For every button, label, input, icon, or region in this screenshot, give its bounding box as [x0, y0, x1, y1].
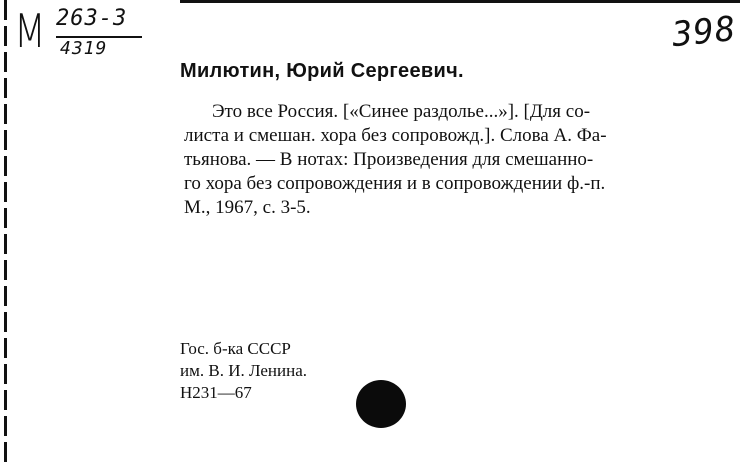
entry-line: го хора без сопровождения и в сопровождении ф.-п. — [184, 173, 606, 194]
library-line: Н231—67 — [180, 383, 252, 402]
library-line: им. В. И. Ленина. — [180, 361, 308, 380]
entry-line: листа и смешан. хора без сопровожд.]. Слова А. Фа- — [184, 125, 607, 146]
shelf-mark: 263-3 — [56, 6, 128, 31]
punch-hole — [356, 380, 406, 428]
entry-line: тьянова. — В нотах: Произведения для смешанно- — [184, 149, 594, 170]
call-letter: М — [14, 4, 47, 58]
card-number: 398 — [669, 8, 738, 56]
library-line: Гос. б-ка СССР — [180, 339, 291, 358]
entry-line: Это все Россия. [«Синее раздолье...»]. [Для со- — [212, 101, 591, 122]
card-left-border — [4, 0, 7, 462]
library-stamp — [180, 338, 307, 404]
entry-line: М., 1967, с. 3-5. — [184, 197, 311, 218]
inventory-mark: 4319 — [60, 38, 108, 59]
card-top-border — [180, 0, 740, 3]
bibliographic-entry — [184, 100, 740, 220]
author-heading: Милютин, Юрий Сергеевич. — [180, 60, 464, 82]
